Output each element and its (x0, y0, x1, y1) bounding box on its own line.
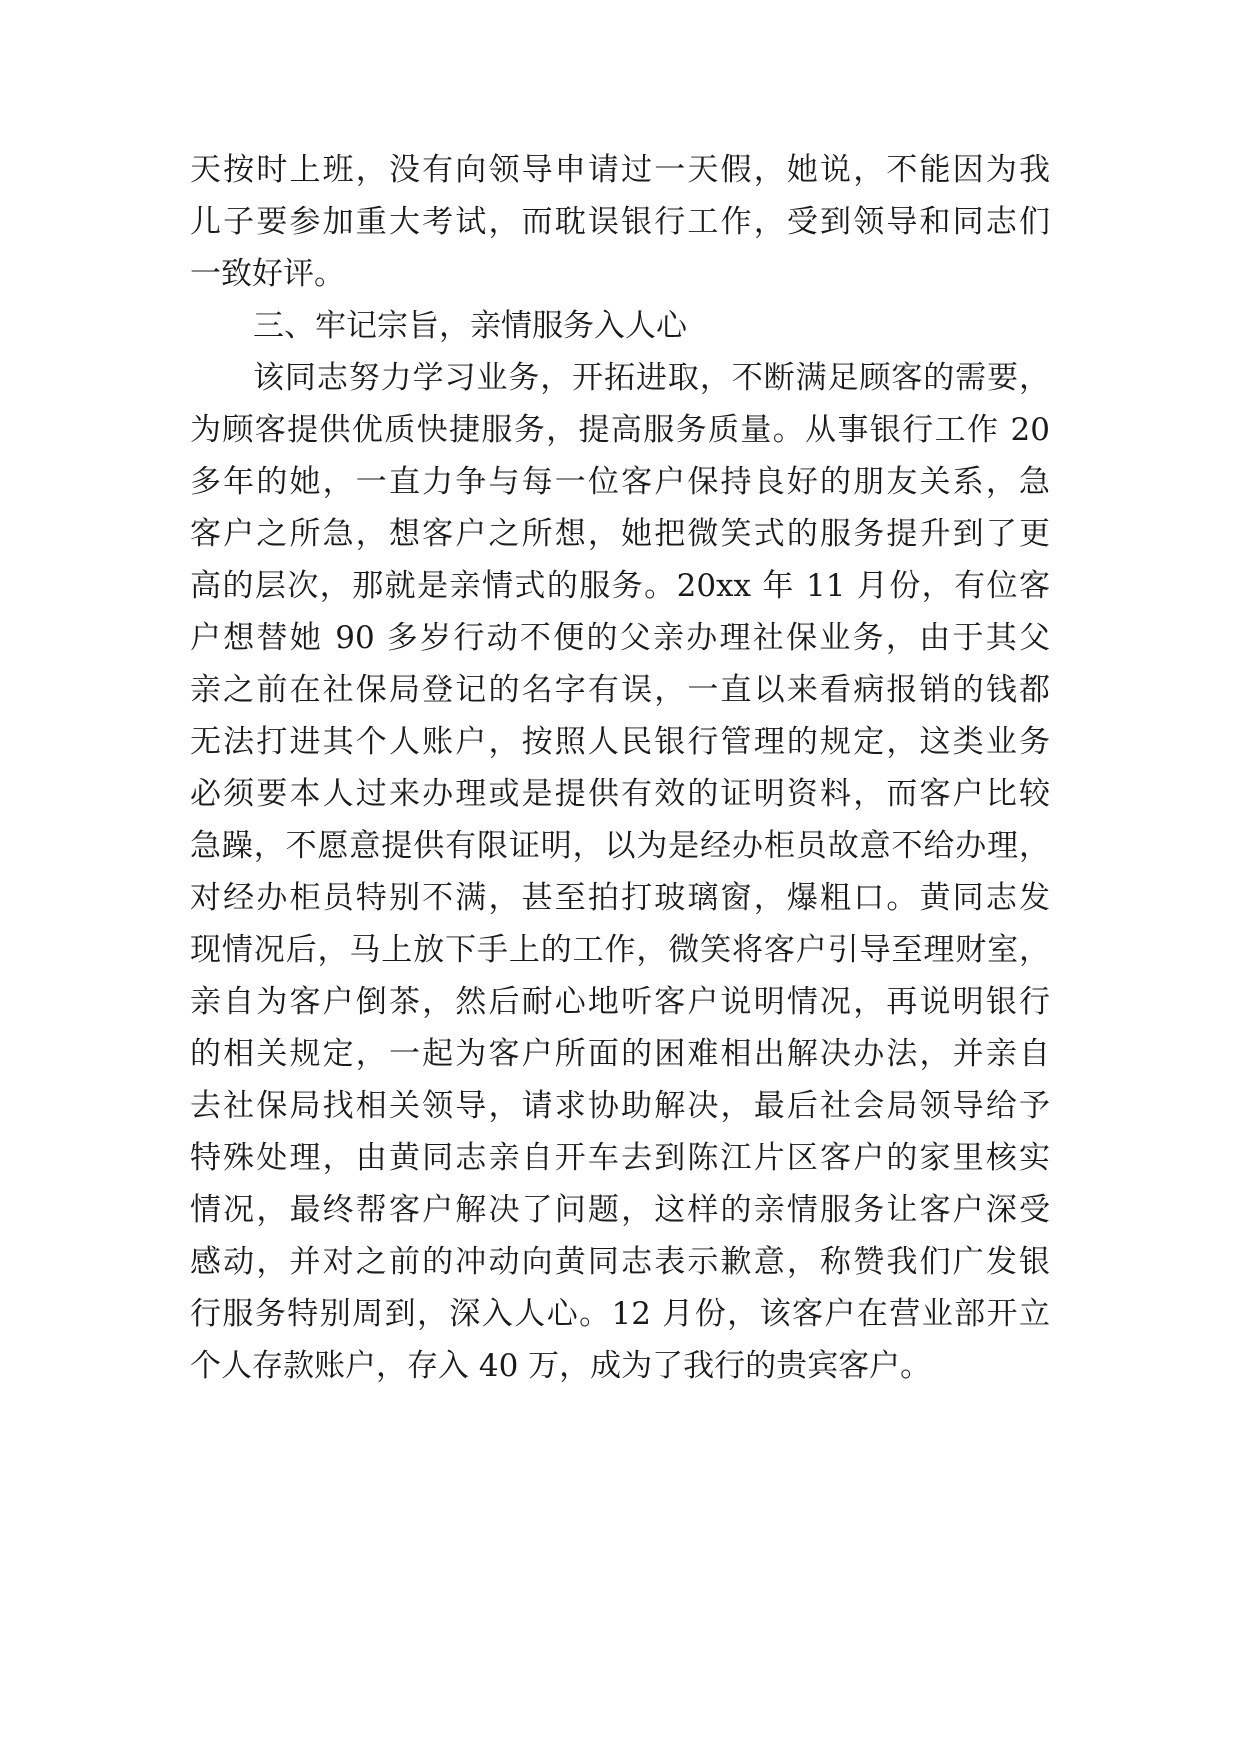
paragraph-line: 个人存款账户，存入 40 万，成为了我行的贵宾客户。 (190, 1348, 932, 1384)
paragraph-line: 特殊处理，由黄同志亲自开车去到陈江片区客户的家里核实 (190, 1140, 1050, 1176)
paragraph-line: 的相关规定，一起为客户所面的困难相出解决办法，并亲自 (190, 1036, 1050, 1072)
paragraph-line: 行服务特别周到，深入人心。12 月份，该客户在营业部开立 (190, 1296, 1050, 1332)
paragraph-line: 必须要本人过来办理或是提供有效的证明资料，而客户比较 (190, 776, 1050, 812)
paragraph-line: 对经办柜员特别不满，甚至拍打玻璃窗，爆粗口。黄同志发 (190, 880, 1050, 916)
paragraph-line: 天按时上班，没有向领导申请过一天假，她说，不能因为我 (190, 152, 1050, 188)
paragraph-line: 该同志努力学习业务，开拓进取，不断满足顾客的需要， (253, 360, 1050, 396)
paragraph-line: 亲自为客户倒茶，然后耐心地听客户说明情况，再说明银行 (190, 984, 1050, 1020)
paragraph-line: 客户之所急，想客户之所想，她把微笑式的服务提升到了更 (190, 516, 1050, 552)
paragraph-line: 急躁，不愿意提供有限证明，以为是经办柜员故意不给办理， (190, 828, 1050, 864)
paragraph-line: 高的层次，那就是亲情式的服务。20xx 年 11 月份，有位客 (190, 568, 1050, 604)
paragraph-line: 去社保局找相关领导，请求协助解决，最后社会局领导给予 (190, 1088, 1050, 1124)
paragraph-line: 无法打进其个人账户，按照人民银行管理的规定，这类业务 (190, 724, 1050, 760)
paragraph-line: 多年的她，一直力争与每一位客户保持良好的朋友关系，急 (190, 464, 1050, 500)
section-heading: 三、牢记宗旨，亲情服务入人心 (253, 308, 687, 344)
paragraph-line: 户想替她 90 多岁行动不便的父亲办理社保业务，由于其父 (190, 620, 1050, 656)
paragraph-line: 亲之前在社保局登记的名字有误，一直以来看病报销的钱都 (190, 672, 1050, 708)
paragraph-line: 为顾客提供优质快捷服务，提高服务质量。从事银行工作 20 (190, 412, 1050, 448)
paragraph-line: 感动，并对之前的冲动向黄同志表示歉意，称赞我们广发银 (190, 1244, 1050, 1280)
paragraph-line: 儿子要参加重大考试，而耽误银行工作，受到领导和同志们 (190, 204, 1050, 240)
paragraph-line: 情况，最终帮客户解决了问题，这样的亲情服务让客户深受 (190, 1192, 1050, 1228)
paragraph-line: 现情况后，马上放下手上的工作，微笑将客户引导至理财室， (190, 932, 1050, 968)
paragraph-line: 一致好评。 (190, 256, 345, 292)
